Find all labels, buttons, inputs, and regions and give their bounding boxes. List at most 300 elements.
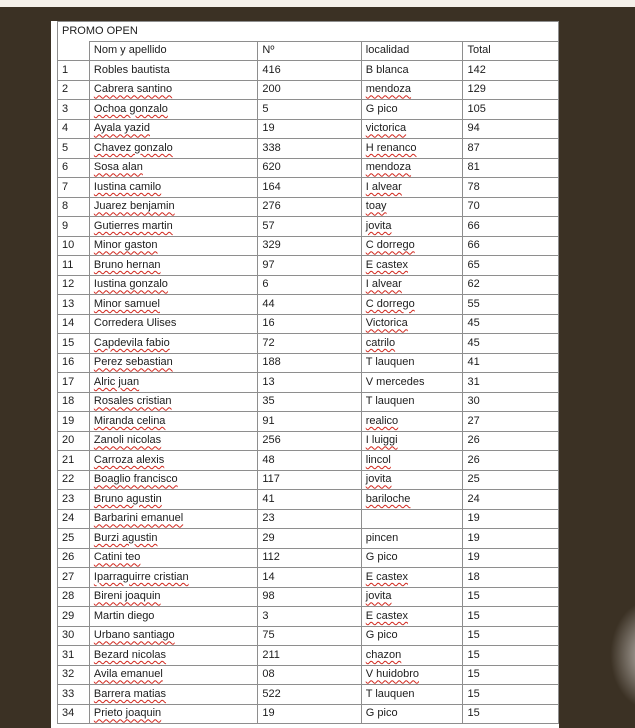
locality-text: I alvear xyxy=(365,180,402,193)
table-row xyxy=(58,100,559,120)
number-cell xyxy=(258,626,361,646)
total-cell xyxy=(463,314,559,334)
position-text: 8 xyxy=(62,200,69,213)
locality-text: T lauquen xyxy=(365,395,415,408)
locality-cell xyxy=(361,295,463,315)
name-text: Minor samuel xyxy=(93,297,160,310)
name-text: Zanoli nicolas xyxy=(93,434,162,447)
total-cell xyxy=(463,568,559,588)
table-row xyxy=(58,197,559,217)
locality-cell xyxy=(361,256,463,276)
name-text: Barbarini emanuel xyxy=(93,512,184,525)
table-row xyxy=(58,412,559,432)
name-text: Miranda celina xyxy=(93,414,166,427)
table-row xyxy=(58,548,559,568)
locality-cell xyxy=(361,607,463,627)
number-cell xyxy=(258,548,361,568)
total-text: 55 xyxy=(467,297,480,310)
header-cell-locality: localidad xyxy=(361,41,463,61)
name-text: Capdevila fabio xyxy=(93,336,170,349)
total-text: 45 xyxy=(467,317,480,330)
locality-text: G pico xyxy=(365,551,398,564)
number-cell xyxy=(258,646,361,666)
total-cell xyxy=(463,704,559,724)
number-text: 16 xyxy=(262,317,275,330)
position-text: 20 xyxy=(62,434,75,447)
position-cell xyxy=(58,470,90,490)
position-cell xyxy=(58,295,90,315)
locality-text: E castex xyxy=(365,570,408,583)
name-cell xyxy=(89,587,257,607)
locality-text: V huidobro xyxy=(365,668,419,681)
locality-cell xyxy=(361,139,463,159)
total-text: 25 xyxy=(467,473,480,486)
header-cell-total: Total xyxy=(463,41,559,61)
position-cell xyxy=(58,314,90,334)
position-cell xyxy=(58,626,90,646)
number-text: 14 xyxy=(262,570,275,583)
position-cell xyxy=(58,334,90,354)
position-text: 34 xyxy=(62,707,75,720)
number-cell xyxy=(258,529,361,549)
table-row xyxy=(58,217,559,237)
locality-cell xyxy=(361,548,463,568)
number-text: 164 xyxy=(262,180,281,193)
position-text: 32 xyxy=(62,668,75,681)
position-text: 22 xyxy=(62,473,75,486)
name-text: Bezard nicolas xyxy=(93,648,167,661)
position-cell xyxy=(58,392,90,412)
number-text: 98 xyxy=(262,590,275,603)
table-row xyxy=(58,334,559,354)
locality-cell xyxy=(361,646,463,666)
locality-text: catrilo xyxy=(365,336,396,349)
name-cell xyxy=(89,548,257,568)
total-cell xyxy=(463,80,559,100)
locality-cell xyxy=(361,568,463,588)
name-text: Bireni joaquin xyxy=(93,590,161,603)
locality-cell xyxy=(361,100,463,120)
total-text: 78 xyxy=(467,180,480,193)
number-cell xyxy=(258,568,361,588)
number-cell xyxy=(258,353,361,373)
total-cell xyxy=(463,412,559,432)
total-cell xyxy=(463,275,559,295)
position-cell xyxy=(58,529,90,549)
position-text: 31 xyxy=(62,648,75,661)
results-table xyxy=(57,21,559,724)
locality-text: pincen xyxy=(365,531,399,544)
name-text: Barrera matias xyxy=(93,687,167,700)
name-cell xyxy=(89,295,257,315)
position-text: 24 xyxy=(62,512,75,525)
total-text: 26 xyxy=(467,434,480,447)
number-text: 19 xyxy=(262,707,275,720)
total-text: 18 xyxy=(467,570,480,583)
position-text: 18 xyxy=(62,395,75,408)
total-cell xyxy=(463,256,559,276)
number-text: 211 xyxy=(262,648,280,661)
position-cell xyxy=(58,548,90,568)
number-text: 3 xyxy=(262,609,269,622)
locality-text: jovita xyxy=(365,473,392,486)
position-cell xyxy=(58,685,90,705)
total-text: 19 xyxy=(467,531,480,544)
total-cell xyxy=(463,392,559,412)
name-text: Rosales cristian xyxy=(93,395,172,408)
position-cell xyxy=(58,256,90,276)
name-text: Robles bautista xyxy=(93,63,170,76)
number-cell xyxy=(258,412,361,432)
table-row xyxy=(58,314,559,334)
number-text: 72 xyxy=(262,336,275,349)
name-cell xyxy=(89,373,257,393)
position-cell xyxy=(58,353,90,373)
table-row xyxy=(58,295,559,315)
locality-cell xyxy=(361,412,463,432)
name-text: Carroza alexis xyxy=(93,453,165,466)
name-cell xyxy=(89,626,257,646)
locality-cell xyxy=(361,470,463,490)
locality-text: G pico xyxy=(365,707,398,720)
position-cell xyxy=(58,451,90,471)
total-text: 94 xyxy=(467,122,480,135)
total-cell xyxy=(463,178,559,198)
number-cell xyxy=(258,197,361,217)
total-text: 15 xyxy=(467,590,480,603)
name-cell xyxy=(89,568,257,588)
number-text: 29 xyxy=(262,531,275,544)
name-cell xyxy=(89,256,257,276)
position-text: 26 xyxy=(62,551,75,564)
table-row xyxy=(58,275,559,295)
table-row xyxy=(58,665,559,685)
locality-text: lincol xyxy=(365,453,391,466)
number-text: 329 xyxy=(262,239,281,252)
name-cell xyxy=(89,685,257,705)
table-row xyxy=(58,568,559,588)
total-text: 129 xyxy=(467,83,486,96)
total-cell xyxy=(463,217,559,237)
total-cell xyxy=(463,61,559,81)
name-cell xyxy=(89,217,257,237)
number-cell xyxy=(258,178,361,198)
total-text: 81 xyxy=(467,161,480,174)
total-cell xyxy=(463,607,559,627)
position-text: 4 xyxy=(62,122,69,135)
position-cell xyxy=(58,646,90,666)
locality-text: mendoza xyxy=(365,83,412,96)
name-cell xyxy=(89,353,257,373)
position-text: 9 xyxy=(62,219,69,232)
name-text: Avila emanuel xyxy=(93,668,163,681)
number-text: 44 xyxy=(262,297,275,310)
position-cell xyxy=(58,100,90,120)
table-row xyxy=(58,80,559,100)
locality-cell xyxy=(361,353,463,373)
number-text: 57 xyxy=(262,219,275,232)
locality-text: C dorrego xyxy=(365,239,415,252)
locality-cell xyxy=(361,236,463,256)
total-text: 26 xyxy=(467,453,480,466)
total-cell xyxy=(463,509,559,529)
table-row xyxy=(58,353,559,373)
position-text: 13 xyxy=(62,297,75,310)
position-text: 28 xyxy=(62,590,75,603)
locality-text: chazon xyxy=(365,648,402,661)
name-cell xyxy=(89,334,257,354)
number-text: 188 xyxy=(262,356,281,369)
total-cell xyxy=(463,548,559,568)
table-row xyxy=(58,470,559,490)
locality-cell xyxy=(361,665,463,685)
name-text: Gutierres martin xyxy=(93,219,173,232)
table-row xyxy=(58,158,559,178)
locality-text: jovita xyxy=(365,590,392,603)
locality-text: T lauquen xyxy=(365,356,415,369)
header-cell-name: Nom y apellido xyxy=(89,41,257,61)
locality-cell xyxy=(361,373,463,393)
number-cell xyxy=(258,431,361,451)
number-text: 13 xyxy=(262,375,275,388)
position-cell xyxy=(58,665,90,685)
table-row xyxy=(58,626,559,646)
number-cell xyxy=(258,295,361,315)
title-row xyxy=(58,22,559,42)
table-row xyxy=(58,451,559,471)
total-cell xyxy=(463,626,559,646)
table-title: PROMO OPEN xyxy=(58,22,559,42)
position-text: 17 xyxy=(62,375,75,388)
number-text: 620 xyxy=(262,161,281,174)
position-cell xyxy=(58,119,90,139)
number-cell xyxy=(258,470,361,490)
total-cell xyxy=(463,646,559,666)
position-text: 21 xyxy=(62,453,75,466)
number-cell xyxy=(258,392,361,412)
name-text: Minor gaston xyxy=(93,239,158,252)
table-row xyxy=(58,119,559,139)
locality-text: mendoza xyxy=(365,161,412,174)
position-text: 2 xyxy=(62,83,69,96)
table-row xyxy=(58,61,559,81)
number-text: 23 xyxy=(262,512,275,525)
locality-text: T lauquen xyxy=(365,687,415,700)
number-text: 276 xyxy=(262,200,281,213)
name-text: Sosa alan xyxy=(93,161,143,174)
number-text: 41 xyxy=(262,492,275,505)
name-cell xyxy=(89,704,257,724)
position-text: 33 xyxy=(62,687,75,700)
locality-cell xyxy=(361,217,463,237)
locality-text: Victorica xyxy=(365,317,408,330)
position-text: 29 xyxy=(62,609,75,622)
locality-cell xyxy=(361,626,463,646)
number-cell xyxy=(258,158,361,178)
table-row xyxy=(58,256,559,276)
total-cell xyxy=(463,334,559,354)
total-text: 66 xyxy=(467,239,480,252)
table-row xyxy=(58,685,559,705)
name-text: Chavez gonzalo xyxy=(93,141,173,154)
name-text: Cabrera santino xyxy=(93,83,173,96)
position-cell xyxy=(58,373,90,393)
name-text: Urbano santiago xyxy=(93,629,175,642)
name-cell xyxy=(89,275,257,295)
locality-cell xyxy=(361,529,463,549)
name-text: Martin diego xyxy=(93,609,155,622)
total-text: 19 xyxy=(467,551,480,564)
table-row xyxy=(58,373,559,393)
table-row xyxy=(58,431,559,451)
number-cell xyxy=(258,61,361,81)
number-text: 112 xyxy=(262,551,280,564)
locality-text: E castex xyxy=(365,258,408,271)
name-cell xyxy=(89,392,257,412)
number-text: 5 xyxy=(262,102,269,115)
locality-cell xyxy=(361,587,463,607)
name-cell xyxy=(89,431,257,451)
total-text: 27 xyxy=(467,414,480,427)
total-cell xyxy=(463,119,559,139)
total-cell xyxy=(463,236,559,256)
number-cell xyxy=(258,607,361,627)
locality-cell xyxy=(361,509,463,529)
total-cell xyxy=(463,685,559,705)
locality-text: I luiggi xyxy=(365,434,398,447)
number-cell xyxy=(258,256,361,276)
number-text: 35 xyxy=(262,395,275,408)
position-text: 15 xyxy=(62,336,75,349)
name-text: Corredera Ulises xyxy=(93,317,177,330)
number-cell xyxy=(258,275,361,295)
name-cell xyxy=(89,139,257,159)
total-text: 142 xyxy=(467,63,486,76)
position-cell xyxy=(58,704,90,724)
position-cell xyxy=(58,178,90,198)
position-cell xyxy=(58,197,90,217)
total-text: 41 xyxy=(467,356,480,369)
position-text: 6 xyxy=(62,161,69,174)
number-cell xyxy=(258,451,361,471)
position-cell xyxy=(58,568,90,588)
number-cell xyxy=(258,685,361,705)
position-cell xyxy=(58,275,90,295)
total-cell xyxy=(463,353,559,373)
position-text: 3 xyxy=(62,102,69,115)
position-text: 7 xyxy=(62,180,69,193)
number-cell xyxy=(258,509,361,529)
position-text: 30 xyxy=(62,629,75,642)
locality-cell xyxy=(361,392,463,412)
locality-text: G pico xyxy=(365,629,398,642)
header-cell-number: Nº xyxy=(258,41,361,61)
name-cell xyxy=(89,119,257,139)
number-text: 48 xyxy=(262,453,275,466)
name-cell xyxy=(89,490,257,510)
number-cell xyxy=(258,80,361,100)
name-text: Iustina gonzalo xyxy=(93,278,168,291)
name-cell xyxy=(89,100,257,120)
locality-text: toay xyxy=(365,200,387,213)
position-text: 1 xyxy=(62,63,69,76)
locality-text: I alvear xyxy=(365,278,402,291)
top-edge xyxy=(0,0,635,7)
position-text: 11 xyxy=(62,258,74,271)
locality-cell xyxy=(361,334,463,354)
name-text: Ochoa gonzalo xyxy=(93,102,168,115)
name-cell xyxy=(89,665,257,685)
locality-cell xyxy=(361,275,463,295)
name-text: Catini teo xyxy=(93,551,141,564)
locality-cell xyxy=(361,61,463,81)
locality-cell xyxy=(361,80,463,100)
number-text: 338 xyxy=(262,141,281,154)
locality-text: G pico xyxy=(365,102,398,115)
locality-cell xyxy=(361,490,463,510)
total-cell xyxy=(463,665,559,685)
number-text: 200 xyxy=(262,83,281,96)
number-text: 08 xyxy=(262,668,275,681)
position-cell xyxy=(58,80,90,100)
total-cell xyxy=(463,373,559,393)
locality-text: C dorrego xyxy=(365,297,415,310)
position-text: 27 xyxy=(62,570,75,583)
total-cell xyxy=(463,197,559,217)
table-row xyxy=(58,529,559,549)
locality-cell xyxy=(361,685,463,705)
name-text: Juarez benjamin xyxy=(93,200,175,213)
position-text: 14 xyxy=(62,317,75,330)
name-text: Ayala yazid xyxy=(93,122,150,135)
position-text: 23 xyxy=(62,492,75,505)
name-cell xyxy=(89,646,257,666)
total-text: 62 xyxy=(467,278,480,291)
position-cell xyxy=(58,412,90,432)
locality-text: E castex xyxy=(365,609,408,622)
position-cell xyxy=(58,509,90,529)
table-row xyxy=(58,587,559,607)
position-cell xyxy=(58,431,90,451)
total-cell xyxy=(463,139,559,159)
total-text: 15 xyxy=(467,629,480,642)
position-cell xyxy=(58,217,90,237)
locality-text: jovita xyxy=(365,219,392,232)
total-text: 15 xyxy=(467,609,480,622)
position-cell xyxy=(58,607,90,627)
number-text: 19 xyxy=(262,122,275,135)
name-text: Bruno agustin xyxy=(93,492,162,505)
number-cell xyxy=(258,139,361,159)
locality-cell xyxy=(361,704,463,724)
locality-text: H renanco xyxy=(365,141,417,154)
table-row xyxy=(58,646,559,666)
results-table-body xyxy=(58,22,559,724)
locality-cell xyxy=(361,158,463,178)
number-text: 75 xyxy=(262,629,275,642)
name-cell xyxy=(89,314,257,334)
number-cell xyxy=(258,119,361,139)
position-text: 16 xyxy=(62,356,75,369)
total-text: 19 xyxy=(467,512,480,525)
locality-cell xyxy=(361,431,463,451)
table-row xyxy=(58,509,559,529)
locality-text: V mercedes xyxy=(365,375,425,388)
total-text: 15 xyxy=(467,668,480,681)
position-cell xyxy=(58,587,90,607)
number-text: 117 xyxy=(262,473,280,486)
position-text: 12 xyxy=(62,278,75,291)
